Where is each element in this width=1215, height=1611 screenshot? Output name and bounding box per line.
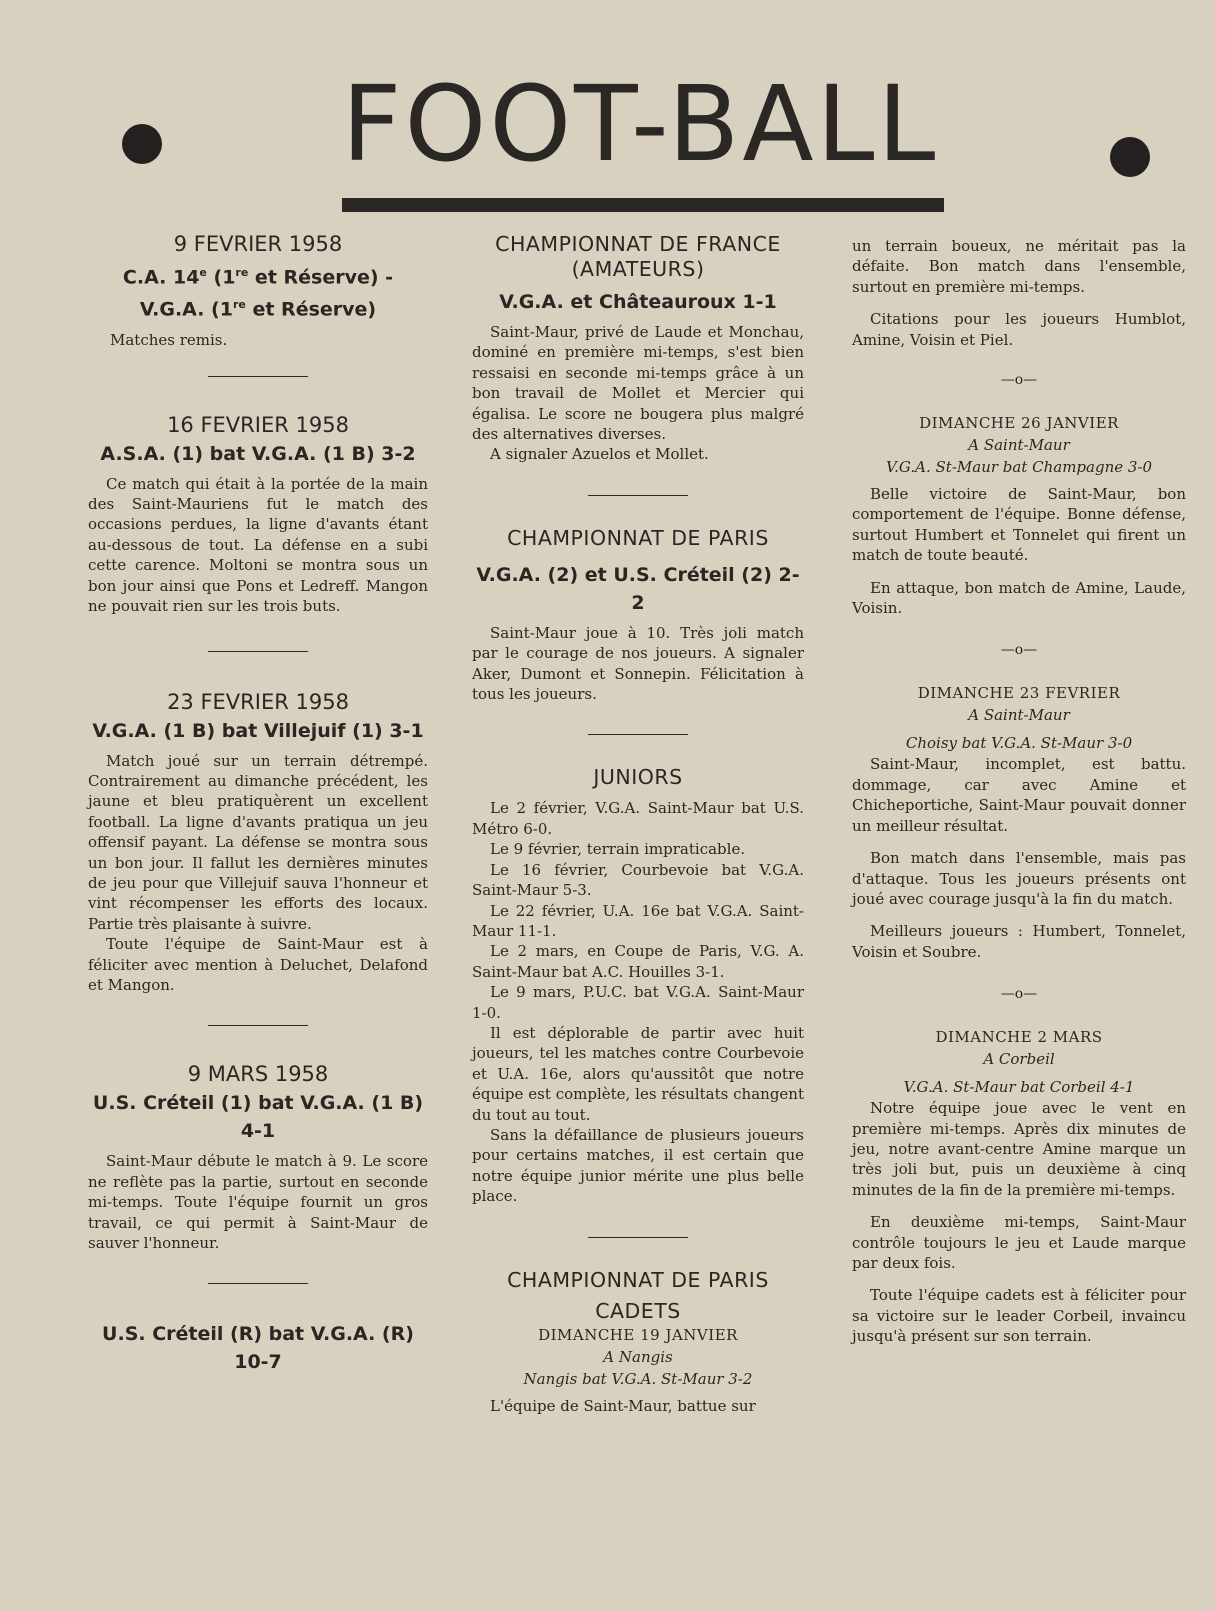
match-result: Choisy bat V.G.A. St-Maur 3-0: [905, 734, 1133, 753]
circle-separator: —o—: [1000, 372, 1038, 389]
article-reserves: [88, 1320, 428, 1376]
championnat-de-france: [472, 232, 804, 465]
article-body: En attaque, bon match de Amine, Laude, Voisin.: [852, 578, 1186, 618]
result-line: Le 2 février, V.G.A. Saint-Maur bat U.S. Métro 6-0.: [472, 799, 804, 838]
article-body: Saint-Maur joue à 10. Très joli match par le courage de nos joueurs. A signaler Aker, Dumont et Sonnepin. Félicitation à tous les joueurs.: [472, 623, 804, 704]
article-body: [88, 751, 428, 996]
match-place: A Saint-Maur: [968, 436, 1070, 455]
paragraph: Sans la défaillance de plusieurs joueurs pour certains matches, il est certain que notre équipe junior mérite une plus belle place.: [472, 1125, 804, 1206]
result-line: Le 16 février, Courbevoie bat V.G.A. Saint-Maur 5-3.: [472, 860, 804, 900]
section-title: JUNIORS: [593, 765, 683, 790]
article-9-mars: [88, 1062, 428, 1253]
result-line: Le 9 mars, P.U.C. bat V.G.A. Saint-Maur 1-0.: [472, 983, 804, 1022]
article-23-fevrier: [88, 690, 428, 996]
paragraph: Toute l'équipe de Saint-Maur est à féliciter avec mention à Deluchet, Delafond et Mangon.: [88, 935, 428, 994]
match-heading: U.S. Créteil (1) bat V.G.A. (1 B) 4-1: [92, 1092, 424, 1143]
match-23-fevrier: [852, 682, 1186, 962]
section-subtitle: CADETS: [595, 1298, 681, 1323]
article-body: En deuxième mi-temps, Saint-Maur contrôle toujours le jeu et Laude marque par deux fois.: [852, 1213, 1186, 1272]
article-date: 23 FEVRIER 1958: [167, 689, 349, 714]
section-separator: [208, 376, 308, 377]
paragraph: Saint-Maur, privé de Laude et Monchau, dominé en première mi-temps, s'est bien ressaisi en seconde mi-temps grâce à un bon travail de Mollet et Mercier qui égalisa. Le score ne bougera plus malgré des alternatives diverses.: [472, 323, 804, 444]
match-place: A Corbeil: [983, 1050, 1055, 1069]
match-day: DIMANCHE 2 MARS: [935, 1028, 1103, 1047]
section-separator: [208, 1283, 308, 1284]
section-title: CHAMPIONNAT DE FRANCE (AMATEURS): [495, 232, 781, 281]
section-separator: [588, 1237, 688, 1238]
match-place: A Nangis: [603, 1347, 673, 1366]
match-result: V.G.A. St-Maur bat Champagne 3-0: [885, 458, 1153, 477]
match-26-janvier: [852, 412, 1186, 618]
match-heading: V.G.A. et Châteauroux 1-1: [499, 291, 777, 313]
match-heading: V.G.A. (2) et U.S. Créteil (2) 2-2: [476, 563, 800, 614]
article-body: L'équipe de Saint-Maur, battue sur: [490, 1396, 756, 1415]
article-16-fevrier: [88, 413, 428, 617]
match-result: Nangis bat V.G.A. St-Maur 3-2: [523, 1369, 753, 1388]
match-heading: C.A. 14e (1re et Réserve) -: [122, 266, 394, 289]
column-right: [852, 236, 1186, 1347]
circle-separator: —o—: [1000, 986, 1038, 1003]
paragraph: Il est déplorable de partir avec huit joueurs, tel les matches contre Courbevoie et U.A. 16e, alors qu'aussitôt que notre équipe est complète, les résultats changent du tout au tout.: [472, 1023, 804, 1124]
article-body: Citations pour les joueurs Humblot, Amine, Voisin et Piel.: [852, 310, 1186, 349]
section-separator: [588, 734, 688, 735]
article-body: Ce match qui était à la portée de la main des Saint-Mauriens fut le match des occasions perdues, la ligne d'avants étant au-dessous de tout. La défense en a subi cette carence. Moltoni se montra sous un bon jour ainsi que Pons et Ledreff. Mangon ne pouvait rien sur les trois buts.: [88, 474, 428, 616]
match-2-mars: [852, 1026, 1186, 1346]
juniors-results: [472, 798, 804, 1206]
article-body: Toute l'équipe cadets est à féliciter pour sa victoire sur le leader Corbeil, invaincu jusqu'à présent sur son terrain.: [852, 1286, 1186, 1346]
match-day: DIMANCHE 23 FEVRIER: [917, 684, 1121, 703]
paragraph: Match joué sur un terrain détrempé. Contrairement au dimanche précédent, les jaune et bleu pratiquèrent un excellent football. La ligne d'avants pratiqua un jeu offensif payant. La défense se montra sous un bon jour. Il fallut les dernières minutes de jeu pour que Villejuif sauva l'honneur et vint récompenser les efforts des locaux. Partie très plaisante à suivre.: [88, 751, 428, 933]
left-bullet-dot: [122, 124, 162, 164]
article-body: Saint-Maur, incomplet, est battu. dommage, car avec Amine et Chicheportiche, Saint-Maur pouvait donner un meilleur résultat.: [852, 755, 1186, 835]
paragraph: A signaler Azuelos et Mollet.: [490, 445, 709, 464]
section-separator: [208, 1025, 308, 1026]
section-separator: [588, 495, 688, 496]
match-result: V.G.A. St-Maur bat Corbeil 4-1: [903, 1078, 1135, 1097]
article-body: Matches remis.: [110, 330, 228, 349]
article-body: [472, 322, 804, 465]
article-body: Notre équipe joue avec le vent en première mi-temps. Après dix minutes de jeu, notre avant-centre Amine marque un très joli but, puis un deuxième à cinq minutes de la fin de la première mi-temps.: [852, 1099, 1186, 1199]
match-place: A Saint-Maur: [968, 706, 1070, 725]
match-heading: V.G.A. (1 B) bat Villejuif (1) 3-1: [92, 719, 424, 742]
article-date: 9 FEVRIER 1958: [173, 232, 343, 256]
article-body: Belle victoire de Saint-Maur, bon comportement de l'équipe. Bonne défense, surtout Humbert et Tonnelet qui firent un match de toute beauté.: [852, 485, 1186, 565]
cadets-continued: [852, 236, 1186, 350]
circle-separator: —o—: [1000, 642, 1038, 659]
page-title: FOOT-BALL: [341, 63, 939, 185]
right-bullet-dot: [1110, 137, 1150, 177]
article-date: 16 FEVRIER 1958: [167, 412, 349, 437]
title-underline-rule: [342, 198, 944, 212]
match-heading: A.S.A. (1) bat V.G.A. (1 B) 3-2: [100, 442, 416, 465]
match-heading: U.S. Créteil (R) bat V.G.A. (R) 10-7: [102, 1323, 414, 1374]
article-body: Saint-Maur débute le match à 9. Le score ne reflète pas la partie, surtout en seconde mi-temps. Toute l'équipe fournit un gros travail, ce qui permit à Saint-Maur de sauver l'honneur.: [88, 1152, 428, 1252]
result-line: Le 2 mars, en Coupe de Paris, V.G. A. Saint-Maur bat A.C. Houilles 3-1.: [472, 942, 804, 981]
article-body: Meilleurs joueurs : Humbert, Tonnelet, Voisin et Soubre.: [852, 922, 1186, 961]
article-date: 9 MARS 1958: [187, 1062, 329, 1087]
column-left: [88, 232, 428, 1376]
result-line: Le 22 février, U.A. 16e bat V.G.A. Saint-Maur 11-1.: [472, 901, 804, 940]
article-9-fevrier: [88, 232, 428, 350]
article-body: un terrain boueux, ne méritait pas la défaite. Bon match dans l'ensemble, surtout en première mi-temps.: [852, 237, 1186, 296]
section-title: CHAMPIONNAT DE PARIS: [507, 525, 769, 550]
match-day: DIMANCHE 26 JANVIER: [919, 414, 1119, 433]
match-heading-continued: V.G.A. (1re et Réserve): [139, 298, 377, 321]
column-middle: [472, 232, 804, 1416]
championnat-de-paris-cadets: [472, 1268, 804, 1416]
section-separator: [208, 651, 308, 652]
section-title: CHAMPIONNAT DE PARIS: [507, 1267, 769, 1292]
result-line: Le 9 février, terrain impraticable.: [490, 840, 746, 859]
article-body: Bon match dans l'ensemble, mais pas d'attaque. Tous les joueurs présents ont joué avec courage jusqu'à la fin du match.: [852, 849, 1186, 908]
juniors: [472, 765, 804, 1206]
championnat-de-paris: [472, 526, 804, 705]
match-day: DIMANCHE 19 JANVIER: [538, 1325, 738, 1344]
